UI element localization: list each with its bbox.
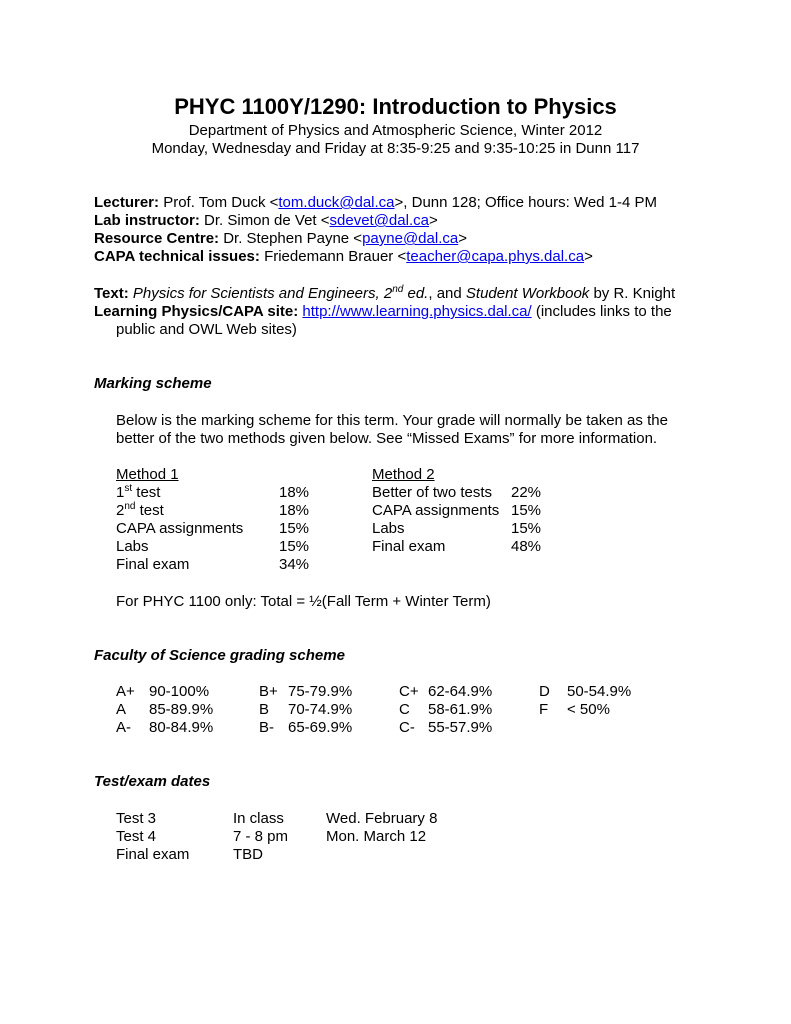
site-note-cont: public and OWL Web sites): [116, 321, 297, 338]
method1-pct: 18%: [279, 502, 310, 519]
grading-heading: Faculty of Science grading scheme: [94, 647, 345, 664]
site-line: [94, 303, 672, 321]
grade-letter: B-: [259, 719, 274, 736]
grade-letter: A-: [116, 719, 131, 736]
grade-letter: A+: [116, 683, 135, 700]
lecturer-line: [94, 194, 657, 212]
lecturer-email-link[interactable]: tom.duck@dal.ca: [278, 194, 395, 211]
capa-close: >: [584, 248, 593, 265]
capa-email-link[interactable]: teacher@capa.phys.dal.ca: [406, 248, 585, 265]
lecturer-name: Prof. Tom Duck <: [163, 194, 279, 211]
exam-time: In class: [233, 810, 284, 827]
method2-pct: 15%: [511, 502, 542, 519]
method2-title: Method 2: [372, 466, 435, 483]
grade-range: 85-89.9%: [149, 701, 214, 718]
method1-pct: 34%: [279, 556, 310, 573]
marking-heading: Marking scheme: [94, 375, 212, 392]
grade-range: 65-69.9%: [288, 719, 353, 736]
resource-name: Dr. Stephen Payne <: [223, 230, 363, 247]
lab-label: Lab instructor:: [94, 212, 200, 229]
method2-item: Final exam: [372, 538, 446, 555]
capa-line: [94, 248, 593, 266]
grade-range: 75-79.9%: [288, 683, 353, 700]
exam-time: 7 - 8 pm: [233, 828, 289, 845]
method2-item: Better of two tests: [372, 484, 493, 501]
marking-intro-2: better of the two methods given below. See “Missed Exams” for more information.: [116, 430, 658, 447]
method2-item: CAPA assignments: [372, 502, 500, 519]
method1-item: Labs: [116, 538, 149, 555]
method1-item: CAPA assignments: [116, 520, 244, 537]
grade-range: 80-84.9%: [149, 719, 214, 736]
subtitle-schedule: Monday, Wednesday and Friday at 8:35-9:25 and 9:35-10:25 in Dunn 117: [151, 140, 640, 157]
grade-letter: F: [539, 701, 549, 718]
marking-note: For PHYC 1100 only: Total = ½(Fall Term + Winter Term): [116, 593, 491, 610]
grade-letter: D: [539, 683, 550, 700]
page-title: PHYC 1100Y/1290: Introduction to Physics: [174, 94, 617, 119]
method1-item: 1st test: [116, 483, 161, 501]
method2-pct: 15%: [511, 520, 542, 537]
textbook-title: Physics for Scientists and Engineers, 2nd ed.: [132, 284, 429, 302]
exam-date: Mon. March 12: [326, 828, 427, 845]
text-label: Text:: [94, 285, 129, 302]
grade-letter: C+: [399, 683, 419, 700]
grade-range: 58-61.9%: [428, 701, 493, 718]
site-url-link[interactable]: http://www.learning.physics.dal.ca/: [302, 303, 532, 320]
method1-pct: 15%: [279, 538, 310, 555]
marking-intro-1: Below is the marking scheme for this term. Your grade will normally be taken as the: [116, 412, 668, 429]
lab-line: [94, 212, 438, 230]
resource-line: [94, 230, 467, 248]
grade-range: 62-64.9%: [428, 683, 493, 700]
exam-date: Wed. February 8: [326, 810, 438, 827]
exam-name: Final exam: [116, 846, 190, 863]
grade-letter: B: [259, 701, 270, 718]
grade-range: 90-100%: [149, 683, 210, 700]
resource-close: >: [458, 230, 467, 247]
workbook-title: Student Workbook: [465, 285, 590, 302]
textbook-author: by R. Knight: [589, 285, 676, 302]
method1-title: Method 1: [116, 466, 179, 483]
grade-letter: C-: [399, 719, 415, 736]
grade-range: < 50%: [567, 701, 610, 718]
capa-name: Friedemann Brauer <: [264, 248, 407, 265]
lecturer-label: Lecturer:: [94, 194, 160, 211]
site-note: (includes links to the: [531, 303, 672, 320]
method2-pct: 48%: [511, 538, 542, 555]
exam-name: Test 3: [116, 810, 157, 827]
method1-item: 2nd test: [116, 501, 164, 519]
site-label: Learning Physics/CAPA site:: [94, 303, 299, 320]
method1-pct: 15%: [279, 520, 310, 537]
lab-email-link[interactable]: sdevet@dal.ca: [329, 212, 429, 229]
grade-letter: B+: [259, 683, 278, 700]
text-and: , and: [428, 285, 466, 302]
grade-letter: C: [399, 701, 410, 718]
subtitle-department: Department of Physics and Atmospheric Science, Winter 2012: [188, 122, 603, 139]
resource-label: Resource Centre:: [94, 230, 220, 247]
grade-letter: A: [116, 701, 127, 718]
dates-heading: Test/exam dates: [94, 773, 211, 790]
method1-pct: 18%: [279, 484, 310, 501]
method2-pct: 22%: [511, 484, 542, 501]
resource-email-link[interactable]: payne@dal.ca: [362, 230, 459, 247]
method2-item: Labs: [372, 520, 405, 537]
lecturer-office: >, Dunn 128; Office hours: Wed 1-4 PM: [394, 194, 658, 211]
grade-range: 50-54.9%: [567, 683, 632, 700]
lab-close: >: [428, 212, 438, 229]
lab-name: Dr. Simon de Vet <: [204, 212, 330, 229]
grade-range: 70-74.9%: [288, 701, 353, 718]
capa-label: CAPA technical issues:: [94, 248, 260, 265]
exam-time: TBD: [233, 846, 263, 863]
textbook-line: [94, 285, 675, 303]
grade-range: 55-57.9%: [428, 719, 493, 736]
exam-name: Test 4: [116, 828, 157, 845]
method1-item: Final exam: [116, 556, 190, 573]
